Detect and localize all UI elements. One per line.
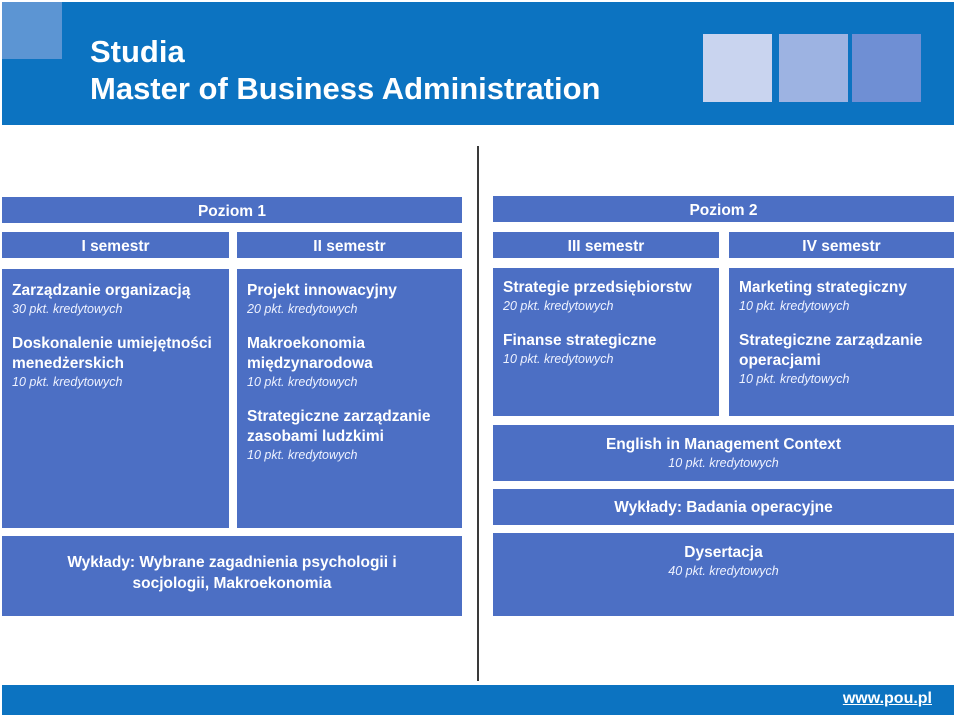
semester-4-header: IV semestr (729, 232, 954, 258)
course-credits: 10 pkt. kredytowych (247, 375, 358, 389)
course-credits: 40 pkt. kredytowych (668, 564, 779, 578)
slide-title-line-2: Master of Business Administration (90, 71, 601, 106)
course-credits: 10 pkt. kredytowych (739, 299, 850, 313)
course-name: Strategie przedsiębiorstw (503, 279, 692, 296)
course-credits: 20 pkt. kredytowych (503, 299, 614, 313)
course-name: Strategiczne zarządzanie operacjami (739, 332, 923, 369)
course-name: English in Management Context (605, 436, 842, 453)
semester-2-header: II semestr (237, 232, 462, 258)
english-course-box (493, 425, 954, 481)
decorative-square-3 (852, 34, 921, 102)
website-link[interactable]: www.pou.pl (842, 690, 932, 707)
course-credits: 30 pkt. kredytowych (12, 302, 123, 316)
course-credits: 10 pkt. kredytowych (503, 352, 614, 366)
decorative-square-2 (779, 34, 848, 102)
slide-title-line-1: Studia (90, 34, 185, 69)
semester-1-courses (2, 269, 229, 528)
semester-2-courses (237, 269, 462, 528)
course-name: Marketing strategiczny (739, 279, 907, 296)
decorative-square-1 (703, 34, 772, 102)
course-credits: 10 pkt. kredytowych (739, 372, 850, 386)
level-2-lectures: Wykłady: Badania operacyjne (614, 499, 833, 516)
semester-3-header: III semestr (493, 232, 719, 258)
course-name: Finanse strategiczne (503, 332, 657, 349)
level-1-lectures-box (2, 536, 462, 616)
course-name: Strategiczne zarządzanie zasobami ludzkimi (247, 408, 431, 445)
course-credits: 10 pkt. kredytowych (12, 375, 123, 389)
course-credits: 10 pkt. kredytowych (247, 448, 358, 462)
semester-4-courses (729, 268, 954, 416)
semester-1-header: I semestr (2, 232, 229, 258)
course-name: Zarządzanie organizacją (12, 282, 191, 299)
course-name: Projekt innowacyjny (247, 282, 397, 299)
dissertation-box (493, 533, 954, 616)
level-2-lectures-box (493, 489, 954, 525)
level-1-header: Poziom 1 (2, 197, 462, 223)
course-credits: 10 pkt. kredytowych (668, 456, 779, 470)
course-name: Makroekonomia międzynarodowa (247, 335, 373, 372)
center-divider (477, 146, 479, 681)
semester-3-courses (493, 268, 719, 416)
corner-decoration (2, 2, 62, 59)
course-credits: 20 pkt. kredytowych (247, 302, 358, 316)
level-1-lectures: Wykłady: Wybrane zagadnienia psychologii i socjologii, Makroekonomia (67, 554, 397, 592)
course-name: Dysertacja (684, 544, 763, 561)
slide-header (2, 2, 954, 125)
level-2-header: Poziom 2 (493, 196, 954, 222)
slide-footer (2, 685, 954, 715)
course-name: Doskonalenie umiejętności menedżerskich (12, 335, 212, 372)
